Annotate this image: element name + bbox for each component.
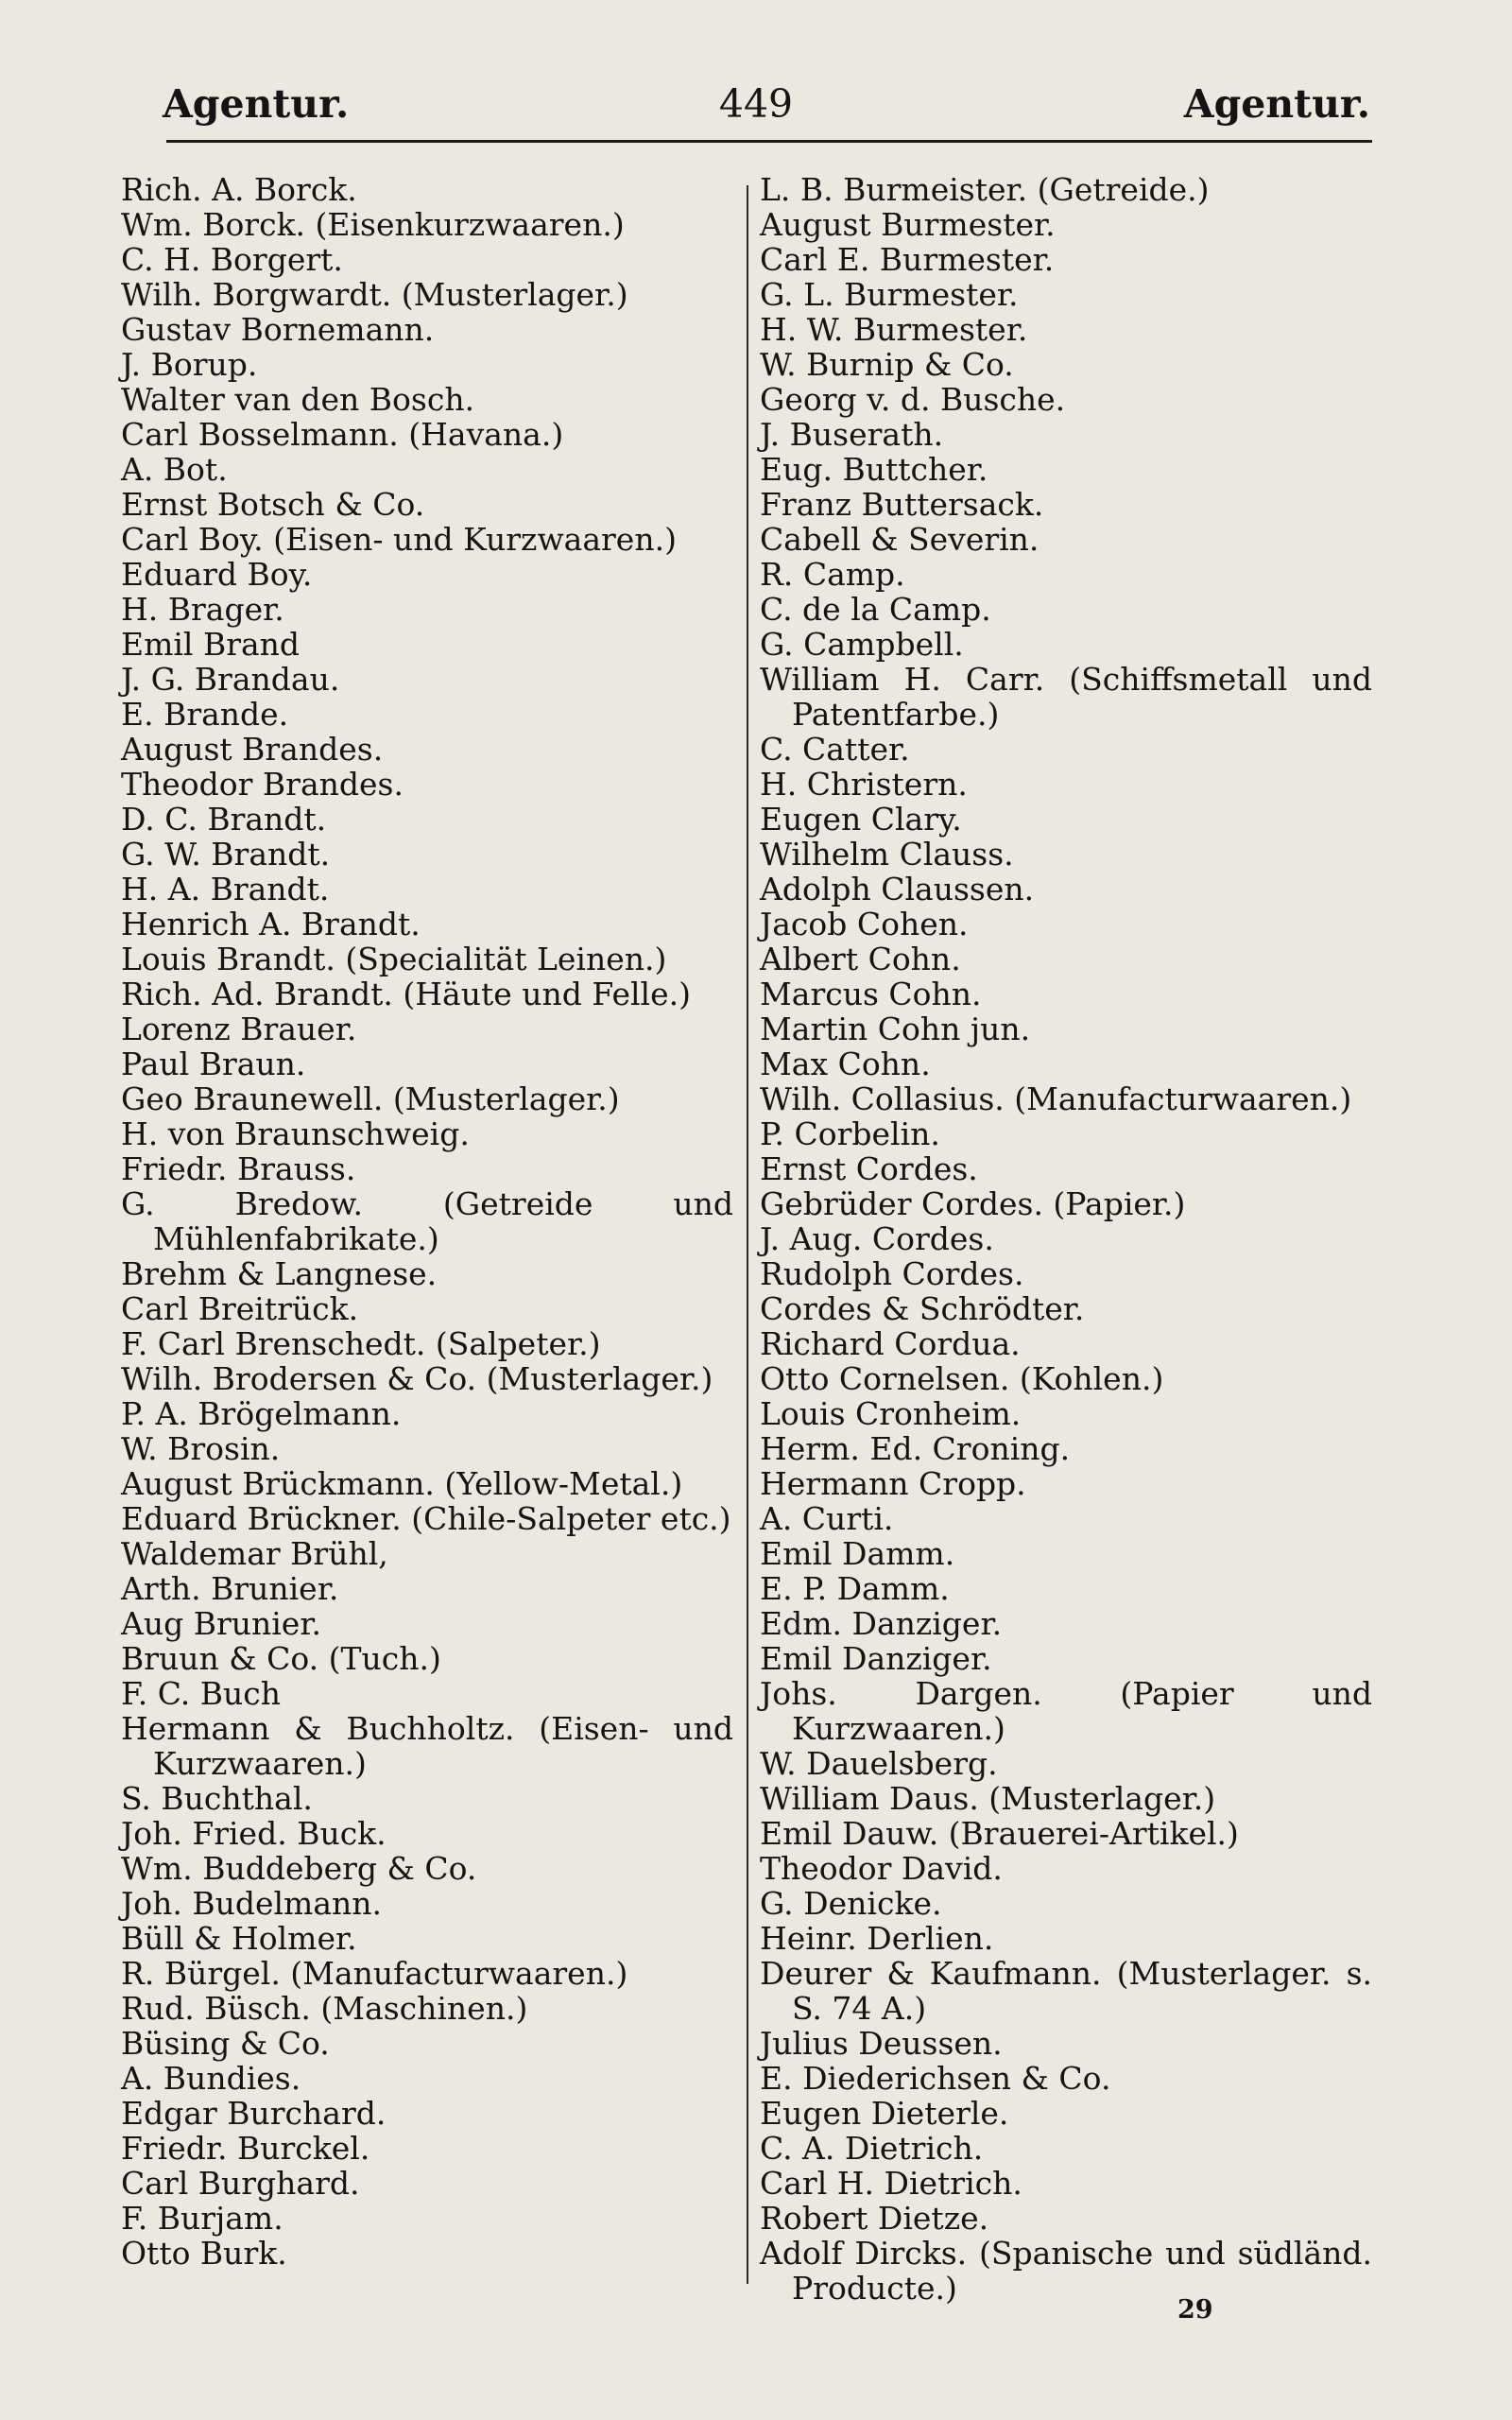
directory-entry: Eduard Brückner. (Chile-Salpeter etc.)	[121, 1500, 731, 1537]
directory-entry: Emil Damm.	[760, 1535, 955, 1572]
directory-entry: Hermann & Buchholtz. (Eisen- und Kurzwaaren.)	[121, 1710, 733, 1782]
directory-entry: W. Dauelsberg.	[760, 1745, 998, 1782]
directory-entry: Johs. Dargen. (Papier und Kurzwaaren.)	[760, 1675, 1372, 1747]
directory-entry: August Brandes.	[121, 731, 384, 768]
directory-entry: Carl Breitrück.	[121, 1290, 359, 1327]
directory-entry: Edm. Danziger.	[760, 1605, 1003, 1642]
directory-entry: Carl H. Dietrich.	[760, 2165, 1022, 2202]
directory-entry: Bruun & Co. (Tuch.)	[121, 1640, 441, 1677]
directory-entry: A. Bundies.	[121, 2060, 301, 2097]
directory-entry: August Brückmann. (Yellow-Metal.)	[121, 1465, 683, 1502]
directory-entry: P. A. Brögelmann.	[121, 1395, 402, 1432]
directory-entry: G. Bredow. (Getreide und Mühlenfabrikate.)	[121, 1185, 733, 1257]
directory-entry: J. Buserath.	[760, 416, 944, 453]
directory-entry: Theodor David.	[760, 1850, 1003, 1887]
directory-entry: Arth. Brunier.	[121, 1570, 339, 1607]
directory-entry: Waldemar Brühl,	[121, 1535, 388, 1572]
directory-entry: Max Cohn.	[760, 1046, 931, 1082]
directory-entry: C. A. Dietrich.	[760, 2130, 984, 2167]
directory-entry: Paul Braun.	[121, 1046, 306, 1082]
directory-entry: Cordes & Schrödter.	[760, 1290, 1085, 1327]
directory-entry: Walter van den Bosch.	[121, 381, 475, 418]
directory-entry: Carl Bosselmann. (Havana.)	[121, 416, 564, 453]
directory-entry: Rich. Ad. Brandt. (Häute und Felle.)	[121, 976, 691, 1012]
directory-entry: Lorenz Brauer.	[121, 1011, 357, 1047]
page-number: 449	[718, 81, 794, 127]
directory-entry: William H. Carr. (Schiffsmetall und Patentfarbe.)	[760, 661, 1372, 733]
directory-entry: Wilhelm Clauss.	[760, 836, 1014, 873]
directory-entry: E. Brande.	[121, 696, 289, 733]
directory-entry: Eugen Clary.	[760, 801, 962, 838]
directory-entry: Franz Buttersack.	[760, 486, 1044, 523]
directory-entry: Ernst Cordes.	[760, 1150, 978, 1187]
directory-entry: William Daus. (Musterlager.)	[760, 1780, 1216, 1817]
directory-entry: Wilh. Borgwardt. (Musterlager.)	[121, 276, 628, 313]
directory-entry: Ernst Botsch & Co.	[121, 486, 425, 523]
directory-entry: Edgar Burchard.	[121, 2095, 387, 2132]
directory-entry: Eugen Dieterle.	[760, 2095, 1009, 2132]
directory-entry: J. Borup.	[121, 346, 258, 383]
directory-entry: S. Buchthal.	[121, 1780, 313, 1817]
directory-entry: Theodor Brandes.	[121, 766, 404, 803]
directory-entry: Rudolph Cordes.	[760, 1255, 1024, 1292]
directory-entry: August Burmester.	[760, 206, 1056, 243]
directory-entry: Albert Cohn.	[760, 941, 961, 977]
directory-entry: Rich. A. Borck.	[121, 171, 357, 208]
directory-entry: C. de la Camp.	[760, 591, 991, 628]
directory-entry: Geo Braunewell. (Musterlager.)	[121, 1080, 620, 1117]
directory-entry: Wilh. Brodersen & Co. (Musterlager.)	[121, 1360, 713, 1397]
directory-entry: H. Brager.	[121, 591, 284, 628]
directory-entry: Heinr. Derlien.	[760, 1920, 994, 1957]
directory-entry: Wm. Borck. (Eisenkurzwaaren.)	[121, 206, 625, 243]
directory-entry: Carl Boy. (Eisen- und Kurzwaaren.)	[121, 521, 677, 558]
directory-entry: A. Bot.	[121, 451, 228, 488]
directory-entry: W. Brosin.	[121, 1430, 281, 1467]
directory-entry: Emil Dauw. (Brauerei-Artikel.)	[760, 1815, 1239, 1852]
left-column	[121, 172, 733, 2271]
right-column	[760, 172, 1372, 2306]
directory-entry: Emil Brand	[121, 626, 301, 663]
running-head-left: Agentur.	[163, 81, 350, 127]
directory-entry: Emil Danziger.	[760, 1640, 992, 1677]
directory-entry: C. H. Borgert.	[121, 241, 343, 278]
directory-entry: Herm. Ed. Croning.	[760, 1430, 1071, 1467]
directory-entry: F. Carl Brenschedt. (Salpeter.)	[121, 1325, 601, 1362]
directory-entry: Gebrüder Cordes. (Papier.)	[760, 1185, 1186, 1222]
directory-entry: Gustav Bornemann.	[121, 311, 435, 348]
directory-entry: Carl Burghard.	[121, 2165, 360, 2202]
directory-entry: Henrich A. Brandt.	[121, 906, 421, 942]
directory-entry: Wm. Buddeberg & Co.	[121, 1850, 477, 1887]
directory-entry: G. L. Burmester.	[760, 276, 1019, 313]
directory-entry: Joh. Fried. Buck.	[121, 1815, 387, 1852]
directory-entry: Adolf Dircks. (Spanische und südländ. Producte.)	[760, 2235, 1372, 2307]
directory-entry: Louis Brandt. (Specialität Leinen.)	[121, 941, 667, 977]
directory-entry: Rud. Büsch. (Maschinen.)	[121, 1990, 528, 2027]
directory-entry: Martin Cohn jun.	[760, 1011, 1031, 1047]
directory-entry: E. P. Damm.	[760, 1570, 950, 1607]
directory-entry: J. Aug. Cordes.	[760, 1220, 994, 1257]
directory-entry: Deurer & Kaufmann. (Musterlager. s. S. 74 A.)	[760, 1955, 1372, 2027]
directory-entry: H. von Braunschweig.	[121, 1115, 470, 1152]
directory-entry: F. Burjam.	[121, 2200, 284, 2237]
directory-entry: Friedr. Burckel.	[121, 2130, 370, 2167]
directory-entry: Brehm & Langnese.	[121, 1255, 438, 1292]
directory-entry: Büsing & Co.	[121, 2025, 330, 2062]
directory-entry: Richard Cordua.	[760, 1325, 1021, 1362]
directory-entry: C. Catter.	[760, 731, 910, 768]
directory-entry: Wilh. Collasius. (Manufacturwaaren.)	[760, 1080, 1352, 1117]
signature-mark: 29	[1177, 2295, 1213, 2325]
directory-entry: L. B. Burmeister. (Getreide.)	[760, 171, 1210, 208]
directory-entry: G. Denicke.	[760, 1885, 942, 1922]
directory-entry: Eduard Boy.	[121, 556, 313, 593]
directory-entry: R. Camp.	[760, 556, 905, 593]
directory-entry: R. Bürgel. (Manufacturwaaren.)	[121, 1955, 628, 1992]
directory-entry: E. Diederichsen & Co.	[760, 2060, 1111, 2097]
directory-entry: Friedr. Brauss.	[121, 1150, 356, 1187]
directory-entry: G. Campbell.	[760, 626, 964, 663]
directory-entry: Carl E. Burmester.	[760, 241, 1055, 278]
directory-entry: G. W. Brandt.	[121, 836, 331, 873]
directory-entry: Eug. Buttcher.	[760, 451, 988, 488]
directory-entry: Aug Brunier.	[121, 1605, 321, 1642]
directory-entry: Joh. Budelmann.	[121, 1885, 383, 1922]
directory-entry: Julius Deussen.	[760, 2025, 1003, 2062]
directory-entry: Adolph Claussen.	[760, 871, 1035, 908]
directory-entry: Otto Burk.	[121, 2235, 287, 2272]
directory-entry: Büll & Holmer.	[121, 1920, 357, 1957]
directory-entry: H. Christern.	[760, 766, 968, 803]
directory-entry: J. G. Brandau.	[121, 661, 340, 698]
directory-entry: Cabell & Severin.	[760, 521, 1040, 558]
directory-entry: H. W. Burmester.	[760, 311, 1028, 348]
directory-entry: H. A. Brandt.	[121, 871, 330, 908]
directory-entry: W. Burnip & Co.	[760, 346, 1014, 383]
directory-entry: Hermann Cropp.	[760, 1465, 1026, 1502]
directory-entry: Robert Dietze.	[760, 2200, 989, 2237]
directory-entry: D. C. Brandt.	[121, 801, 327, 838]
directory-entry: P. Corbelin.	[760, 1115, 940, 1152]
directory-entry: Jacob Cohen.	[760, 906, 969, 942]
directory-entry: Georg v. d. Busche.	[760, 381, 1066, 418]
directory-entry: A. Curti.	[760, 1500, 894, 1537]
directory-entry: Louis Cronheim.	[760, 1395, 1022, 1432]
directory-entry: Marcus Cohn.	[760, 976, 982, 1012]
column-divider	[747, 185, 748, 2284]
running-head-right: Agentur.	[1183, 81, 1370, 127]
header-rule	[166, 140, 1372, 143]
directory-entry: F. C. Buch	[121, 1675, 282, 1712]
directory-entry: Otto Cornelsen. (Kohlen.)	[760, 1360, 1164, 1397]
